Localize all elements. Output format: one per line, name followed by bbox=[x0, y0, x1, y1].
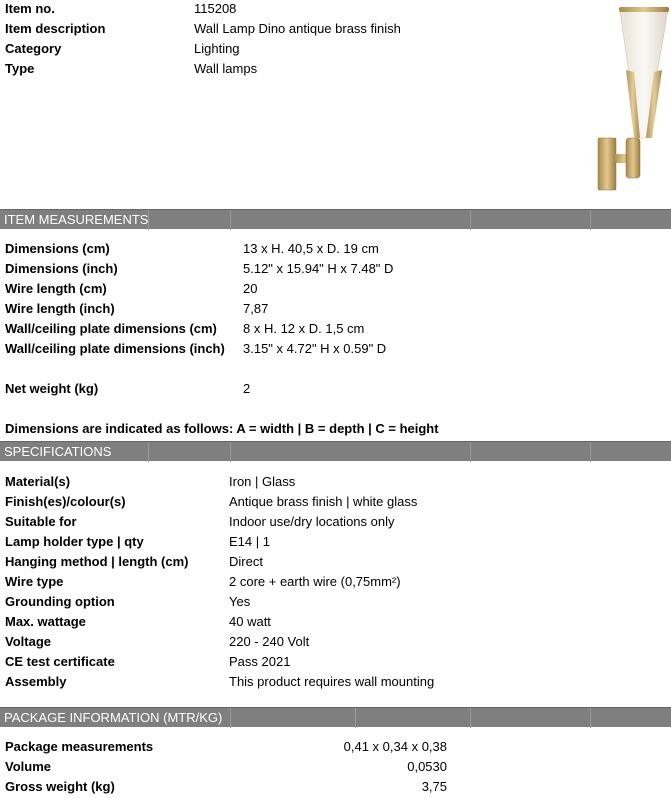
specifications-row-value: 40 watt bbox=[229, 614, 271, 629]
package-row-label: Package measurements bbox=[5, 739, 154, 754]
specifications-row bbox=[0, 472, 671, 492]
measurements-row-label: Wire length (inch) bbox=[5, 301, 115, 316]
type-label: Type bbox=[5, 61, 35, 76]
specifications-row-label: Assembly bbox=[5, 674, 67, 689]
package-row bbox=[0, 737, 671, 757]
specifications-row-label: Material(s) bbox=[5, 474, 71, 489]
wall-lamp-product-photo bbox=[580, 0, 671, 195]
specifications-row-label: Finish(es)/colour(s) bbox=[5, 494, 126, 509]
package-row bbox=[0, 777, 671, 797]
specifications-row-label: Voltage bbox=[5, 634, 51, 649]
net-weight-value: 2 bbox=[243, 381, 251, 396]
specifications-row bbox=[0, 512, 671, 532]
specifications-row bbox=[0, 552, 671, 572]
specifications-row-value: 2 core + earth wire (0,75mm²) bbox=[229, 574, 401, 589]
item-no-label: Item no. bbox=[5, 1, 55, 16]
measurements-row bbox=[0, 259, 671, 279]
measurements-row-label: Wire length (cm) bbox=[5, 281, 107, 296]
measurements-row bbox=[0, 339, 671, 359]
package-row-value: 0,0530 bbox=[407, 759, 447, 774]
specifications-row bbox=[0, 672, 671, 692]
measurements-row bbox=[0, 319, 671, 339]
specifications-row bbox=[0, 592, 671, 612]
measurements-row-value: 8 x H. 12 x D. 1,5 cm bbox=[243, 321, 365, 336]
description-label: Item description bbox=[5, 21, 106, 36]
category-row bbox=[0, 39, 671, 59]
dimensions-note-row bbox=[0, 419, 671, 439]
dimensions-note: Dimensions are indicated as follows: A = width | B = depth | C = height bbox=[5, 421, 439, 436]
measurements-row-label: Wall/ceiling plate dimensions (cm) bbox=[5, 321, 217, 336]
measurements-row-label: Dimensions (cm) bbox=[5, 241, 110, 256]
specifications-row bbox=[0, 572, 671, 592]
measurements-row-value: 5.12" x 15.94" H x 7.48" D bbox=[243, 261, 394, 276]
specifications-row-value: 220 - 240 Volt bbox=[229, 634, 310, 649]
specifications-row-value: E14 | 1 bbox=[229, 534, 270, 549]
specifications-row-label: Hanging method | length (cm) bbox=[5, 554, 189, 569]
measurements-row-label: Dimensions (inch) bbox=[5, 261, 118, 276]
measurements-row-value: 3.15" x 4.72" H x 0.59" D bbox=[243, 341, 387, 356]
specifications-row bbox=[0, 632, 671, 652]
specifications-row-value: Indoor use/dry locations only bbox=[229, 514, 395, 529]
item-measurements-header bbox=[0, 209, 671, 229]
specifications-row-value: Iron | Glass bbox=[229, 474, 296, 489]
specifications-row-value: Antique brass finish | white glass bbox=[229, 494, 418, 509]
specifications-row-label: Grounding option bbox=[5, 594, 115, 609]
package-row bbox=[0, 757, 671, 777]
package-title: PACKAGE INFORMATION (MTR/KG) bbox=[4, 710, 223, 725]
item-no-row bbox=[0, 0, 671, 19]
description-value: Wall Lamp Dino antique brass finish bbox=[194, 21, 401, 36]
specifications-row-label: Lamp holder type | qty bbox=[5, 534, 144, 549]
specifications-row bbox=[0, 532, 671, 552]
category-value: Lighting bbox=[194, 41, 240, 56]
specifications-row bbox=[0, 492, 671, 512]
specifications-row-value: This product requires wall mounting bbox=[229, 674, 435, 689]
specifications-row-label: Wire type bbox=[5, 574, 64, 589]
specifications-row bbox=[0, 612, 671, 632]
item-measurements-title: ITEM MEASUREMENTS bbox=[4, 212, 149, 227]
measurements-row-value: 13 x H. 40,5 x D. 19 cm bbox=[243, 241, 379, 256]
specifications-row-label: Suitable for bbox=[5, 514, 77, 529]
net-weight-row bbox=[0, 379, 671, 399]
category-label: Category bbox=[5, 41, 62, 56]
specifications-row-value: Direct bbox=[229, 554, 263, 569]
measurements-row-value: 7,87 bbox=[243, 301, 269, 316]
specifications-header bbox=[0, 441, 671, 461]
measurements-row-label: Wall/ceiling plate dimensions (inch) bbox=[5, 341, 225, 356]
package-row-label: Gross weight (kg) bbox=[5, 779, 115, 794]
description-row bbox=[0, 19, 671, 39]
package-row-value: 3,75 bbox=[421, 779, 447, 794]
measurements-row-value: 20 bbox=[243, 281, 258, 296]
specifications-row-value: Yes bbox=[229, 594, 251, 609]
measurements-row bbox=[0, 299, 671, 319]
package-header bbox=[0, 707, 671, 727]
measurements-row bbox=[0, 279, 671, 299]
specifications-row-value: Pass 2021 bbox=[229, 654, 291, 669]
package-row-value: 0,41 x 0,34 x 0,38 bbox=[343, 739, 447, 754]
measurements-row bbox=[0, 239, 671, 259]
specifications-title: SPECIFICATIONS bbox=[4, 444, 112, 459]
net-weight-label: Net weight (kg) bbox=[5, 381, 99, 396]
item-no-value: 115208 bbox=[194, 1, 237, 16]
package-row-label: Volume bbox=[5, 759, 51, 774]
type-value: Wall lamps bbox=[194, 61, 258, 76]
type-row bbox=[0, 59, 671, 79]
specifications-row-label: Max. wattage bbox=[5, 614, 86, 629]
specifications-row-label: CE test certificate bbox=[5, 654, 115, 669]
specifications-row bbox=[0, 652, 671, 672]
